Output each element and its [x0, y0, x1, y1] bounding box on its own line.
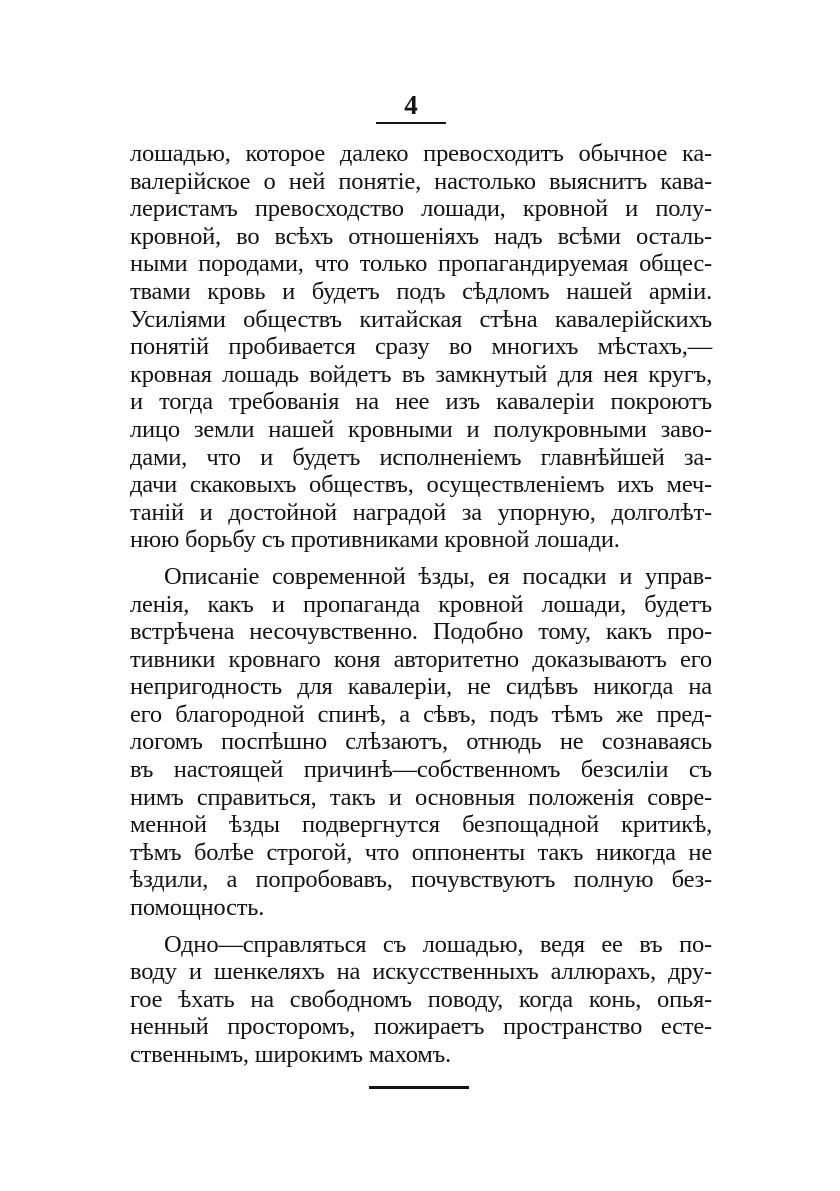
text-line: твами кровь и будетъ подъ сѣдломъ нашей арміи.: [130, 277, 712, 305]
text-line: ственнымъ, широкимъ махомъ.: [130, 1041, 451, 1068]
text-line: кровная лошадь войдетъ въ замкнутый для нея кругъ,: [130, 360, 712, 388]
text-line: таній и достойной наградой за упорную, долголѣт-: [130, 498, 712, 526]
text-line: Одно—справляться съ лошадью, ведя ее въ по-: [164, 930, 712, 958]
text-line: леристамъ превосходство лошади, кровной и полу-: [130, 195, 712, 223]
paragraph-gap: [130, 554, 712, 563]
text-line: тивники кровнаго коня авторитетно доказываютъ его: [130, 645, 712, 673]
text-line: тѣмъ болѣе строгой, что оппоненты такъ никогда не: [130, 838, 712, 866]
text-line: непригодность для кавалеріи, не сидѣвъ никогда на: [130, 673, 712, 701]
text-line: менной ѣзды подвергнутся безпощадной критикѣ,: [130, 811, 712, 839]
text-line: лицо земли нашей кровными и полукровными заво-: [130, 415, 712, 443]
text-line: дами, что и будетъ исполненіемъ главнѣйшей за-: [130, 443, 712, 471]
text-line: логомъ поспѣшно слѣзаютъ, отнюдь не сознаваясь: [130, 728, 712, 756]
text-line: нюю борьбу съ противниками кровной лошади.: [130, 526, 620, 554]
paragraph: [130, 931, 712, 1069]
page-header: [0, 90, 840, 124]
text-line: кровной, во всѣхъ отношеніяхъ надъ всѣми осталь-: [130, 222, 712, 250]
paragraph: [130, 140, 712, 554]
text-line: и тогда требованія на нее изъ кавалеріи покроютъ: [130, 388, 712, 416]
text-line: ленія, какъ и пропаганда кровной лошади, будетъ: [130, 590, 712, 618]
text-line: ными породами, что только пропагандируемая общес-: [130, 250, 712, 278]
text-line: гое ѣхать на свободномъ поводу, когда конь, опья-: [130, 985, 712, 1013]
text-line: въ настоящей причинѣ—собственномъ безсиліи съ: [130, 756, 712, 784]
text-line: валерійское о ней понятіе, настолько выяснитъ кава-: [130, 167, 712, 195]
paragraph-gap: [130, 922, 712, 931]
text-line: нимъ справиться, такъ и основныя положенія совре-: [130, 783, 712, 811]
text-line: лошадью, которое далеко превосходитъ обычное ка-: [130, 140, 712, 167]
text-line: его благородной спинѣ, а сѣвъ, подъ тѣмъ же пред-: [130, 700, 712, 728]
closing-rule: [369, 1086, 469, 1089]
text-line: встрѣчена несочувственно. Подобно тому, какъ про-: [130, 618, 712, 646]
page-number: 4: [376, 90, 446, 124]
text-line: воду и шенкеляхъ на искусственныхъ аллюрахъ, дру-: [130, 958, 712, 986]
body-text: [130, 140, 712, 1069]
text-line: помощность.: [130, 894, 265, 922]
text-line: понятій пробивается сразу во многихъ мѣстахъ,—: [130, 333, 712, 361]
paragraph: [130, 563, 712, 922]
text-line: ненный просторомъ, пожираетъ пространство есте-: [130, 1013, 712, 1041]
text-line: дачи скаковыхъ обществъ, осуществленіемъ ихъ меч-: [130, 471, 712, 499]
text-line: Описаніе современной ѣзды, ея посадки и управ-: [164, 562, 712, 590]
text-line: Усиліями обществъ китайская стѣна кавалерійскихъ: [130, 305, 712, 333]
text-line: ѣздили, а попробовавъ, почувствуютъ полную без-: [130, 866, 712, 894]
